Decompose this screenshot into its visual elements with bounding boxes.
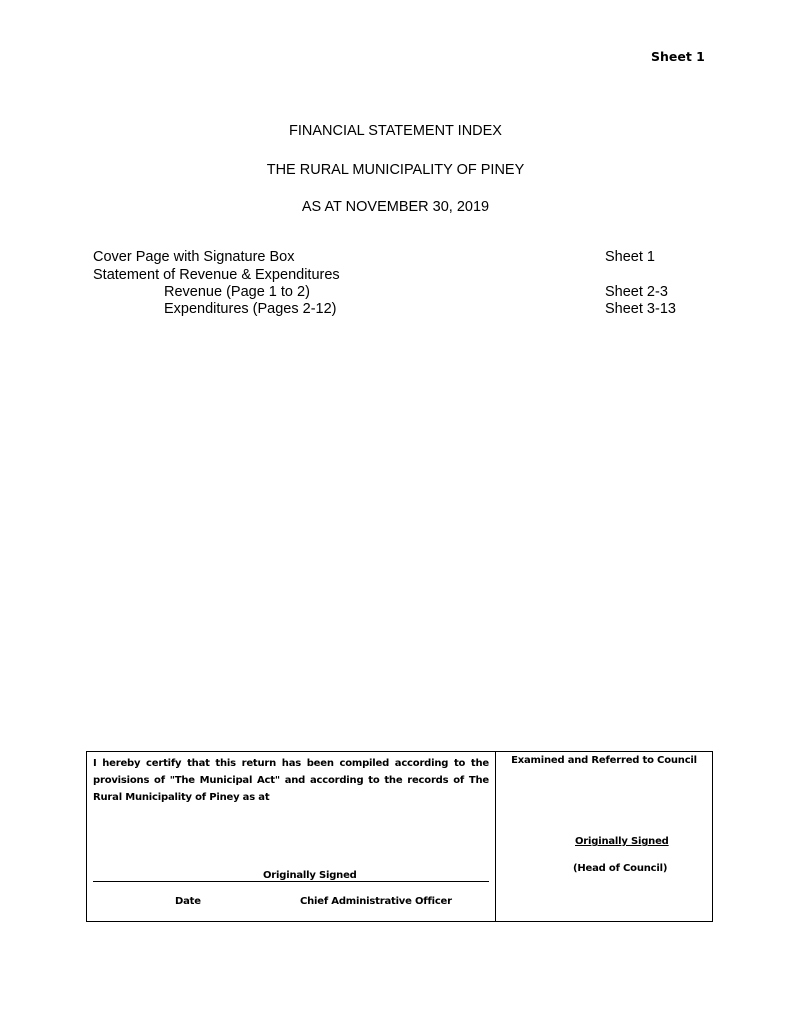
index-item-expenditures-sheet: Sheet 3-13	[605, 301, 676, 317]
sheet-number: Sheet 1	[651, 49, 705, 64]
signature-line	[93, 881, 489, 882]
certification-text: I hereby certify that this return has been compiled according to the provisions of "The Municipal Act" and according to the records of The Rural Municipality of Piney as at	[93, 758, 489, 803]
index-item-cover-label: Cover Page with Signature Box	[93, 249, 295, 265]
document-title: FINANCIAL STATEMENT INDEX	[289, 123, 502, 139]
date-label: Date	[175, 896, 201, 907]
as-at-date: AS AT NOVEMBER 30, 2019	[301, 199, 490, 215]
municipality-name: THE RURAL MUNICIPALITY OF PINEY	[266, 162, 525, 178]
index-item-statement-label: Statement of Revenue & Expenditures	[93, 267, 340, 283]
signature-box-divider	[495, 752, 496, 921]
index-item-cover-sheet: Sheet 1	[605, 249, 655, 265]
index-item-revenue-sheet: Sheet 2-3	[605, 284, 668, 300]
head-of-council-label: (Head of Council)	[573, 863, 668, 874]
examined-referred-label: Examined and Referred to Council	[511, 755, 697, 766]
signature-box	[86, 751, 713, 922]
left-originally-signed: Originally Signed	[263, 870, 357, 881]
cao-label: Chief Administrative Officer	[300, 896, 452, 907]
index-item-expenditures-label: Expenditures (Pages 2-12)	[164, 301, 337, 317]
index-item-revenue-label: Revenue (Page 1 to 2)	[164, 284, 310, 300]
right-originally-signed: Originally Signed	[575, 836, 669, 847]
